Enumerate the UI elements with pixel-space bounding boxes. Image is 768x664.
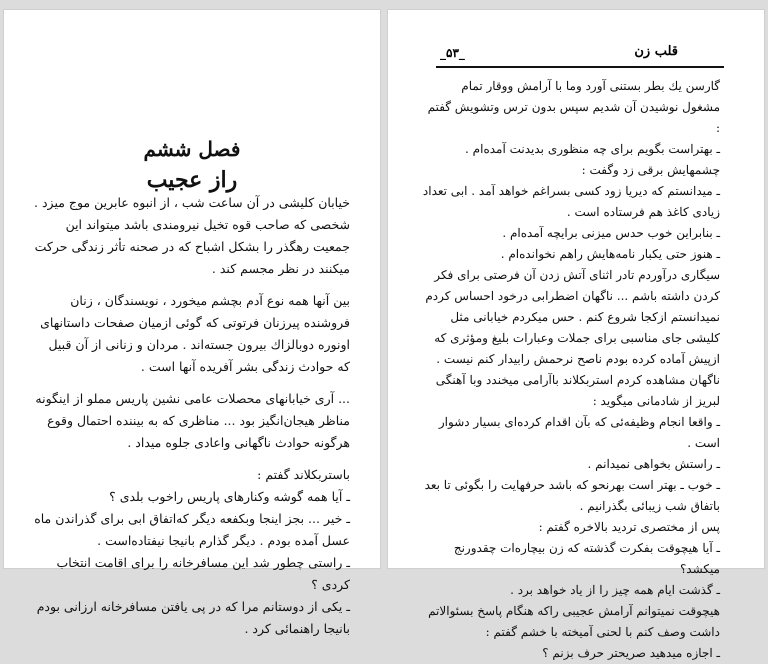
- right-paragraph: ـ بهتراست بگویم برای چه منظوری بدیدنت آمده‌ام .: [465, 142, 720, 156]
- right-paragraph: ـ میدانستم که دیریا زود کسی بسراغم خواهد آمد . ابی تعداد زیادی کاغذ هم فرستاده است .: [422, 184, 720, 219]
- left-paragraph: ـ خیر ... بجز اینجا وبکفعه دیگر که‌اتفاق ابی برای گذراندن ماه عسل آمده بودم . دیگر گذارم بانیجا نیفتاده‌است .: [34, 511, 350, 548]
- page-header: [428, 38, 724, 68]
- left-paragraph: ـ راستی چطور شد این مسافرخانه را برای اقامت انتخاب کردی ؟: [56, 555, 350, 592]
- right-paragraph: ـ واقعا انجام وظیفه‌ئی که بآن اقدام کرده‌ای بسیار دشوار است .: [438, 415, 720, 450]
- right-paragraph: ـ گذشت ایام همه چیز را از یاد خواهد برد .: [510, 583, 720, 597]
- right-paragraph: چشمهایش برقی زد وگفت :: [581, 163, 720, 177]
- right-paragraph: ـ بنابراین خوب حدس میزنی برایچه آمده‌ام .: [502, 226, 720, 240]
- right-page: [388, 10, 764, 660]
- right-paragraph: گارسن یك بطر بستنی آورد وما با آرامش ووقار تمام مشغول نوشیدن آن شدیم سپس بدون ترس وتشویش گفتم :: [427, 79, 720, 135]
- right-paragraph: پس از مختصری تردید بالاخره گفتم :: [538, 520, 720, 534]
- left-paragraph: ـ آیا همه گوشه وکنارهای پاریس راخوب بلدی ؟: [109, 489, 350, 504]
- header-rule: [436, 66, 724, 68]
- left-paragraph: ـ یکی از دوستانم مرا که در پی یافتن مسافرخانه ارزانی بودم بانیجا راهنمائی کرد .: [36, 599, 350, 636]
- right-paragraph: ـ راستش بخواهی نمیدانم .: [587, 457, 720, 471]
- chapter-subtitle: راز عجیب: [146, 167, 238, 193]
- right-paragraph: ـ آیا هیچوقت بفکرت گذشته که زن بیچاره‌ات چقدورنج میکشد؟: [453, 541, 720, 576]
- right-paragraph: ـ اجازه میدهید صریحتر حرف بزنم ؟: [542, 646, 720, 660]
- left-page: [4, 10, 380, 636]
- left-page-body: [32, 192, 350, 640]
- running-title: قلب زن: [634, 44, 678, 59]
- chapter-title: فصل ششم: [143, 137, 241, 161]
- right-page-body: [422, 76, 720, 664]
- right-paragraph: سیگاری درآوردم تادر اثنای آتش زدن آن فرصتی برای فکر کردن داشته باشم ... ناگهان اضطرابی درخود احساس کردم نمیدانستم ازکجا شروع کنم . حس میکردم خیابانی مثل کلیشی جای مناسبی برای جملات وعبارات بلیغ ومؤثری که ازپیش آماده کرده بودم ناصح نرحمش رابیدار کنم نیست . ناگهان مشاهده کردم استربکلاند باآرامی میخندد وبا آهنگی لبریز از شادمانی میگوید :: [425, 268, 720, 408]
- page-number: _۵۳_: [440, 46, 465, 60]
- left-paragraph: بین آنها همه نوع آدم بچشم میخورد ، نویسندگان ، زنان فروشنده پیرزنان فرتوتی که گوئی ازمیان صفحات داستانهای اونوره دوبالزاك بیرون جسته‌اند . مردان و زنانی از آن قبیل که حوادث زندگی بشر آفریده آنها است .: [40, 293, 350, 374]
- left-paragraph: باستربکلاند گفتم :: [257, 467, 350, 482]
- right-paragraph: ـ هنوز حتی یکبار نامه‌هایش راهم نخوانده‌ام .: [500, 247, 720, 261]
- left-paragraph: ... آری خیابانهای محصلات عامی نشین پاریس مملو از اینگونه مناظر هیجان‌انگیز بود ... مناظری که به بیننده احتمال وقوع هرگونه حوادث ناگهانی واعادی جلوه میداد .: [35, 391, 350, 450]
- left-paragraph: خیابان کلیشی در آن ساعت شب ، از انبوه عابرین موج میزد . شخصی که صاحب قوه تخیل نیرومندی باشد میتواند این جمعیت رهگذر را بشکل اشباح که در صحنه تأثر زندگی حرکت میکنند در نظر مجسم کند .: [34, 195, 350, 276]
- right-paragraph: هیچوقت نمیتوانم آرامش عجیبی راکه هنگام پاسخ بسئوالاتم داشت وصف کنم با لحنی آمیخته با خشم گفتم :: [428, 604, 720, 639]
- right-paragraph: ـ خوب ـ بهتر است بهرنحو که باشد حرفهایت را بگوئی تا بعد باتفاق شب زیبائی بگذرانیم .: [424, 478, 720, 513]
